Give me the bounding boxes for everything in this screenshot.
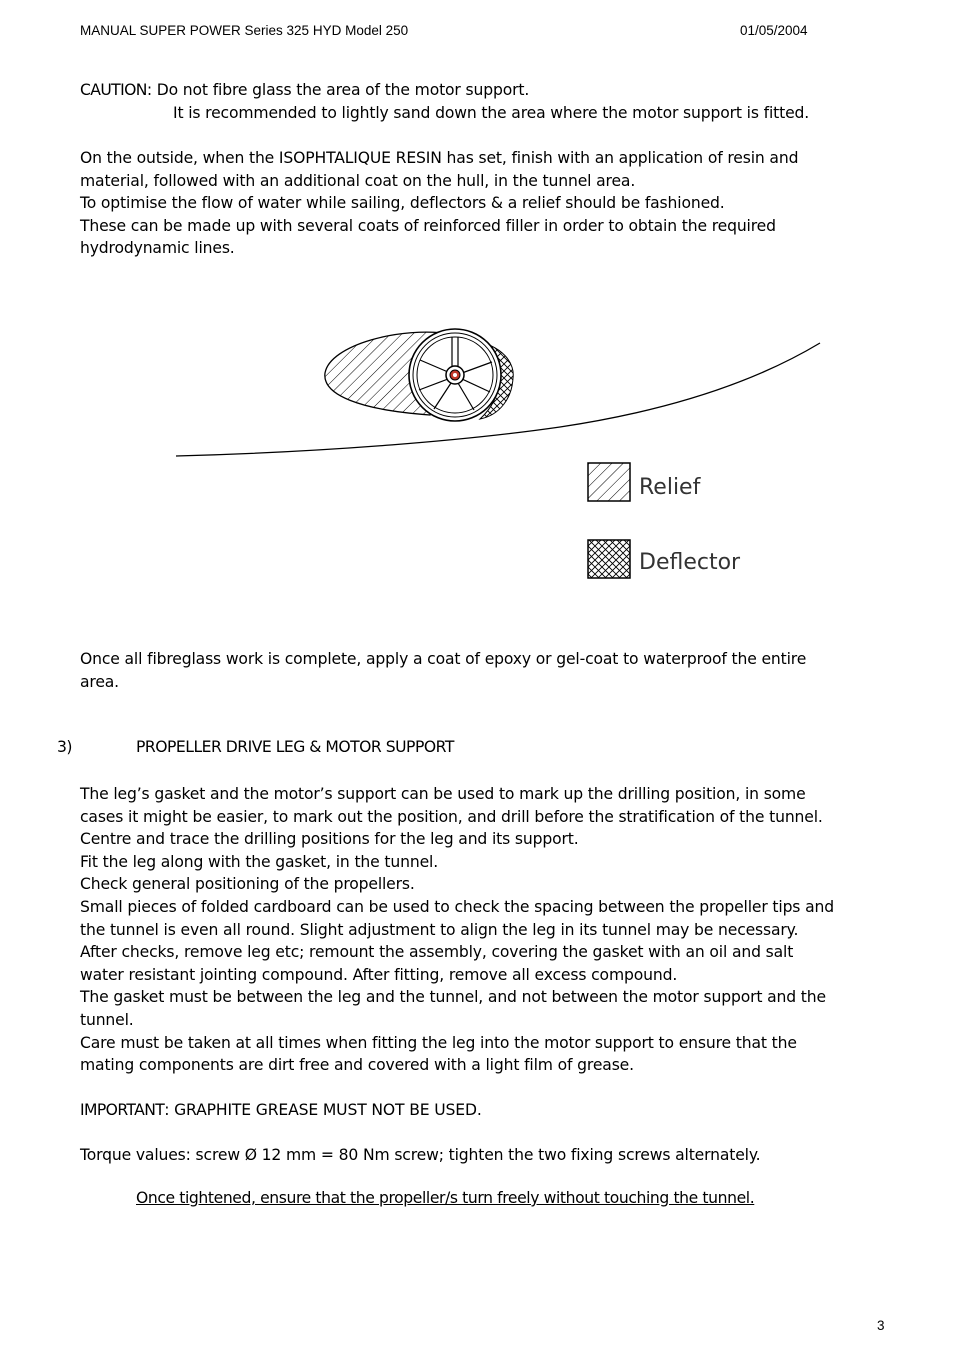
caution-label: CAUTION [80, 81, 147, 99]
text-line: Once all fibreglass work is complete, apply a coat of epoxy or gel-coat to waterproof the entire [80, 650, 807, 668]
tunnel-diagram [0, 0, 954, 620]
text-line: After checks, remove leg etc; remount the assembly, covering the gasket with an oil and salt [80, 943, 794, 962]
text-line: The gasket must be between the leg and the tunnel, and not between the motor support and the [80, 988, 826, 1007]
text-line: The leg’s gasket and the motor’s support can be used to mark up the drilling position, in some [80, 785, 806, 803]
section-number: 3) [57, 738, 73, 756]
final-warning: Once tightened, ensure that the propeller/s turn freely without touching the tunnel. [136, 1189, 755, 1207]
torque-values [80, 1144, 900, 1167]
relief-legend-label: Relief [639, 475, 701, 500]
important-text: : GRAPHITE GREASE MUST NOT BE USED. [164, 1101, 482, 1119]
text-line: hydrodynamic lines. [80, 239, 235, 258]
important-note [80, 1099, 900, 1122]
text-line: mating components are dirt free and covered with a light film of grease. [80, 1056, 634, 1075]
relief-legend-swatch [588, 463, 630, 501]
paragraph-gelcoat [80, 648, 900, 693]
torque-text: Torque values: screw Ø 12 mm = 80 Nm screw; tighten the two fixing screws alternately. [80, 1146, 761, 1164]
text-line: area. [80, 672, 119, 691]
section-title: PROPELLER DRIVE LEG & MOTOR SUPPORT [136, 738, 454, 756]
text-line: cases it might be easier, to mark out the position, and drill before the stratification of the tunnel. [80, 807, 823, 826]
text-line: Care must be taken at all times when fitting the leg into the motor support to ensure that the [80, 1033, 797, 1052]
text-line: material, followed with an additional coat on the hull, in the tunnel area. [80, 171, 636, 190]
deflector-legend-label: Deflector [639, 550, 741, 575]
text-line: tunnel. [80, 1010, 134, 1029]
paragraph-drive-leg [80, 783, 900, 1077]
propeller-icon [409, 329, 501, 421]
caution-line-1: : Do not fibre glass the area of the motor support. [146, 81, 530, 99]
text-line: To optimise the flow of water while sailing, deflectors & a relief should be fashioned. [80, 194, 725, 213]
text-line: These can be made up with several coats of reinforced filler in order to obtain the required [80, 216, 776, 235]
text-line: the tunnel is even all round. Slight adjustment to align the leg in its tunnel may be necessary. [80, 920, 799, 939]
text-line: Small pieces of folded cardboard can be used to check the spacing between the propeller tips and [80, 897, 834, 916]
text-line: water resistant jointing compound. After fitting, remove all excess compound. [80, 965, 678, 984]
deflector-legend-swatch [588, 540, 630, 578]
text-line: Check general positioning of the propellers. [80, 875, 415, 894]
text-line: Fit the leg along with the gasket, in the tunnel. [80, 852, 439, 871]
caution-line-2: It is recommended to lightly sand down the area where the motor support is fitted. [173, 103, 810, 122]
page-number: 3 [877, 1318, 885, 1333]
header-date: 01/05/2004 [740, 23, 808, 38]
text-line: Centre and trace the drilling positions for the leg and its support. [80, 830, 579, 849]
header-title: MANUAL SUPER POWER Series 325 HYD Model 250 [80, 23, 409, 38]
text-line: On the outside, when the ISOPHTALIQUE RESIN has set, finish with an application of resin and [80, 149, 799, 167]
important-label: IMPORTANT [80, 1101, 165, 1119]
